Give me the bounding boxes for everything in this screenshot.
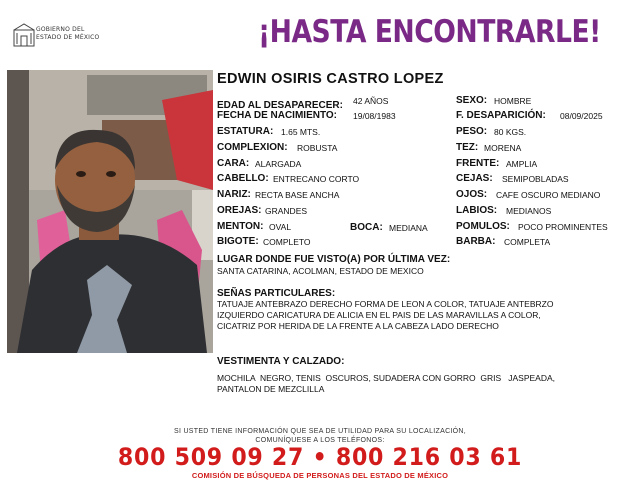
detail-value: ROBUSTA	[297, 143, 338, 153]
missing-person-photo	[7, 70, 213, 353]
detail-label: COMPLEXION:	[217, 142, 288, 153]
detail-value: COMPLETA	[504, 237, 551, 247]
detail-label: EDAD AL DESAPARECER:	[217, 100, 343, 111]
detail-label: FRENTE:	[456, 158, 500, 169]
detail-value: MEDIANOS	[506, 206, 552, 216]
detail-label: BARBA:	[456, 236, 496, 247]
detail-value: HOMBRE	[494, 96, 532, 106]
detail-value: AMPLIA	[506, 159, 538, 169]
marks-line: CICATRIZ POR HERIDA DE LA FRENTE A LA CABEZA LADO DERECHO	[217, 321, 499, 331]
notice-line: COMUNÍQUESE A LOS TELÉFONOS:	[255, 437, 385, 444]
detail-value: ENTRECANO CORTO	[273, 174, 360, 184]
logo-line-1: GOBIERNO DEL	[36, 26, 85, 33]
detail-label: NARIZ:	[217, 189, 251, 200]
detail-label: FECHA DE NACIMIENTO:	[217, 110, 337, 121]
person-name: EDWIN OSIRIS CASTRO LOPEZ	[217, 71, 444, 87]
detail-value: RECTA BASE ANCHA	[255, 190, 340, 200]
detail-label: SEXO:	[456, 95, 488, 106]
clothing-text	[217, 373, 627, 395]
last-seen-value: SANTA CATARINA, ACOLMAN, ESTADO DE MEXICO	[217, 266, 424, 276]
detail-label: PESO:	[456, 126, 488, 137]
detail-value: 08/09/2025	[560, 111, 603, 121]
detail-label: ESTATURA:	[217, 126, 274, 137]
detail-label: CARA:	[217, 158, 250, 169]
headline: ¡HASTA ENCONTRARLE!	[258, 14, 601, 50]
detail-label: MENTON:	[217, 221, 264, 232]
detail-value: GRANDES	[265, 206, 308, 216]
marks-line: TATUAJE ANTEBRAZO DERECHO FORMA DE LEON A COLOR, TATUAJE ANTEBRZO	[217, 299, 554, 309]
detail-label: LABIOS:	[456, 205, 498, 216]
marks-label: SEÑAS PARTICULARES:	[217, 288, 336, 299]
detail-value: 19/08/1983	[353, 111, 396, 121]
clothing-line: PANTALON DE MEZCLILLA	[217, 384, 325, 394]
detail-value: OVAL	[269, 222, 292, 232]
phone-number-1[interactable]: 800 509 09 27	[117, 443, 305, 471]
detail-label: POMULOS:	[456, 221, 510, 232]
logo-line-2: ESTADO DE MÉXICO	[36, 33, 100, 41]
detail-label: OJOS:	[456, 189, 488, 200]
detail-label: F. DESAPARICIÓN:	[456, 110, 546, 121]
phone-numbers	[26, 443, 615, 471]
clothing-label: VESTIMENTA Y CALZADO:	[217, 356, 345, 367]
detail-label: BIGOTE:	[217, 236, 259, 247]
detail-value: CAFE OSCURO MEDIANO	[496, 190, 601, 200]
detail-label: BOCA:	[350, 222, 383, 233]
detail-value: POCO PROMINENTES	[518, 222, 608, 232]
detail-value: COMPLETO	[263, 237, 311, 247]
last-seen-label: LUGAR DONDE FUE VISTO(A) POR ÚLTIMA VEZ:	[217, 254, 451, 265]
detail-label: OREJAS:	[217, 205, 262, 216]
detail-label: CEJAS:	[456, 173, 493, 184]
phone-number-2[interactable]: 800 216 03 61	[335, 443, 523, 471]
state-government-logo	[12, 22, 36, 48]
detail-value: SEMIPOBLADAS	[502, 174, 569, 184]
detail-value: MEDIANA	[389, 223, 428, 233]
notice-line: SI USTED TIENE INFORMACIÓN QUE SEA DE UTILIDAD PARA SU LOCALIZACIÓN,	[173, 428, 467, 435]
logo-text	[36, 26, 99, 41]
detail-value: 80 KGS.	[494, 127, 527, 137]
commission-name: COMISIÓN DE BÚSQUEDA DE PERSONAS DEL ESTADO DE MÉXICO	[191, 471, 449, 480]
detail-label: TEZ:	[456, 142, 479, 153]
marks-text	[217, 299, 627, 332]
phone-separator: •	[312, 443, 328, 471]
detail-value: ALARGADA	[255, 159, 302, 169]
detail-value: 1.65 MTS.	[281, 127, 321, 137]
detail-value: 42 AÑOS	[353, 96, 389, 106]
marks-line: IZQUIERDO CARICATURA DE ALICIA EN EL PAIS DE LAS MARAVILLAS A COLOR,	[217, 310, 541, 320]
clothing-line: MOCHILA NEGRO, TENIS OSCUROS, SUDADERA CON GORRO GRIS JASPEADA,	[217, 373, 556, 383]
detail-value: MORENA	[484, 143, 522, 153]
detail-label: CABELLO:	[217, 173, 269, 184]
